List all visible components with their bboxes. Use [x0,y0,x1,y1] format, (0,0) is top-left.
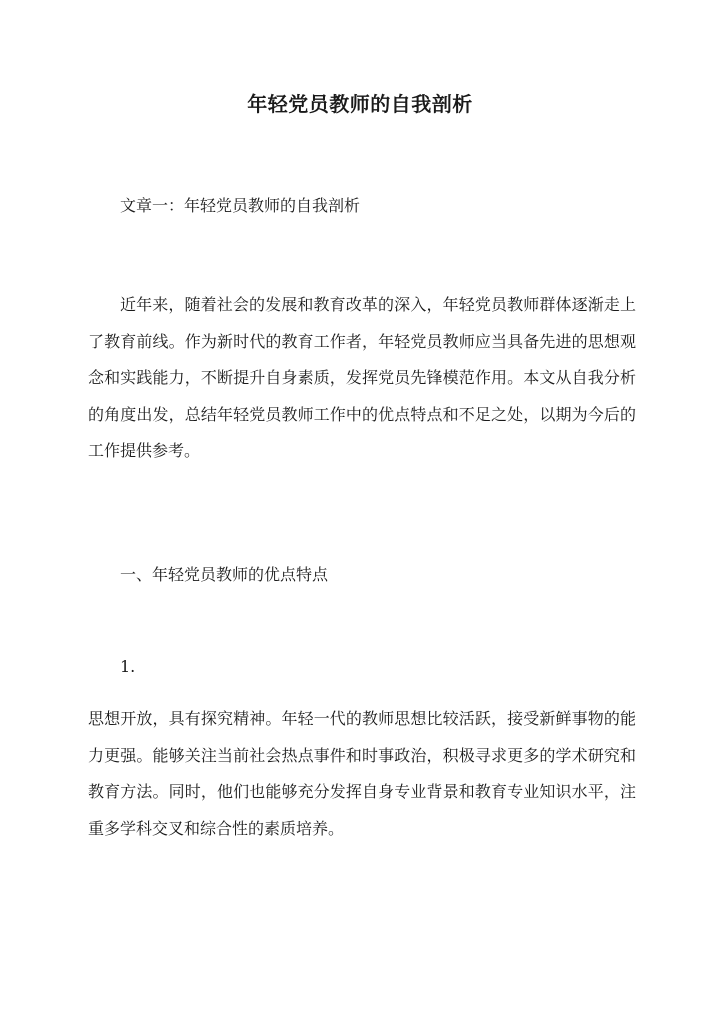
intro-paragraph: 近年来，随着社会的发展和教育改革的深入，年轻党员教师群体逐渐走上了教育前线。作为新时代的教育工作者，年轻党员教师应当具备先进的思想观念和实践能力，不断提升自身素质，发挥党员先锋模范作用。本文从自我分析的角度出发，总结年轻党员教师工作中的优点特点和不足之处，以期为今后的工作提供参考。 [88,295,636,460]
section-heading: 一、年轻党员教师的优点特点 [120,565,329,584]
article-label: 文章一：年轻党员教师的自我剖析 [120,196,361,215]
document-title: 年轻党员教师的自我剖析 [247,92,473,116]
list-item-number: 1. [120,657,136,676]
list-item-paragraph: 思想开放，具有探究精神。年轻一代的教师思想比较活跃，接受新鲜事物的能力更强。能够关注当前社会热点事件和时事政治，积极寻求更多的学术研究和教育方法。同时，他们也能够充分发挥自身专业背景和教育专业知识水平，注重多学科交叉和综合性的素质培养。 [88,709,636,838]
